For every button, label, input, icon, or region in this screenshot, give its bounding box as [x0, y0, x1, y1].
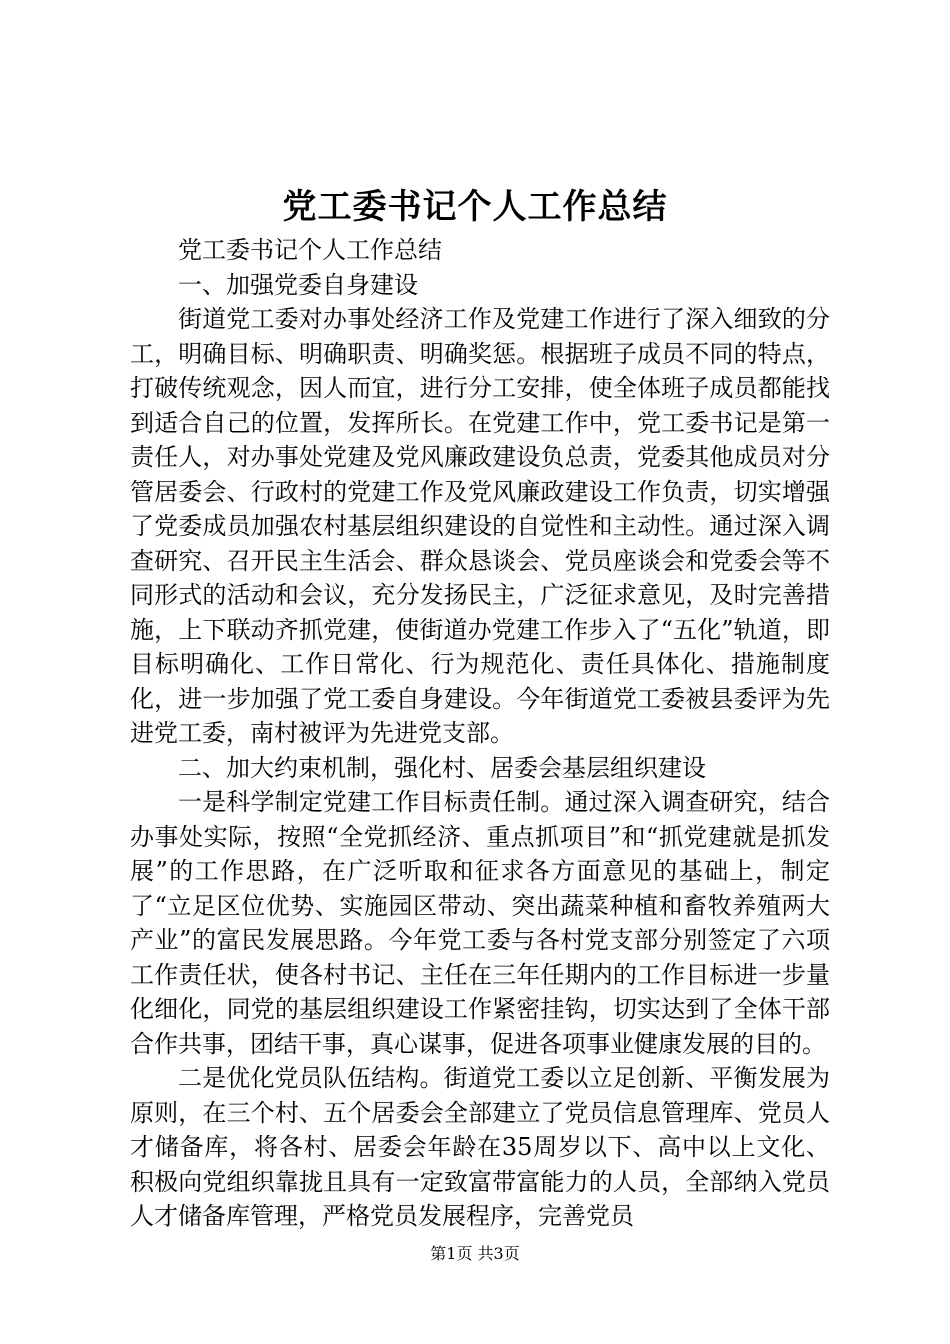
paragraph-body-3: 二是优化党员队伍结构。街道党工委以立足创新、平衡发展为原则，在三个村、五个居委会全部建立了党员信息管理库、党员人才储备库，将各村、居委会年龄在35周岁以下、高中以上文化、积极向党组织靠拢且具有一定致富带富能力的人员，全部纳入党员人才储备库管理，严格党员发展程序，完善党员: [130, 1064, 830, 1230]
paragraph-subtitle: 党工委书记个人工作总结: [178, 236, 442, 264]
document-title: 党工委书记个人工作总结: [282, 187, 668, 227]
paragraph-heading-1: 一、加强党委自身建设: [178, 270, 418, 299]
paragraph-body-2: 一是科学制定党建工作目标责任制。通过深入调查研究，结合办事处实际，按照“全党抓经济、重点抓项目”和“抓党建就是抓发展”的工作思路，在广泛听取和征求各方面意见的基础上，制定了“立足区位优势、实施园区带动、突出蔬菜种植和畜牧养殖两大产业”的富民发展思路。今年党工委与各村党支部分别签定了六项工作责任状，使各村书记、主任在三年任期内的工作目标进一步量化细化，同党的基层组织建设工作紧密挂钩，切实达到了全体干部合作共事，团结干事，真心谋事，促进各项事业健康发展的目的。: [130, 788, 830, 1058]
paragraph-body-1: 街道党工委对办事处经济工作及党建工作进行了深入细致的分工，明确目标、明确职责、明确奖惩。根据班子成员不同的特点，打破传统观念，因人而宜，进行分工安排，使全体班子成员都能找到适合自己的位置，发挥所长。在党建工作中，党工委书记是第一责任人，对办事处党建及党风廉政建设负总责，党委其他成员对分管居委会、行政村的党建工作及党风廉政建设工作负责，切实增强了党委成员加强农村基层组织建设的自觉性和主动性。通过深入调查研究、召开民主生活会、群众恳谈会、党员座谈会和党委会等不同形式的活动和会议，充分发扬民主，广泛征求意见，及时完善措施，上下联动齐抓党建，使街道办党建工作步入了“五化”轨道，即目标明确化、工作日常化、行为规范化、责任具体化、措施制度化，进一步加强了党工委自身建设。今年街道党工委被县委评为先进党工委，南村被评为先进党支部。: [130, 305, 830, 747]
document-body: [130, 233, 830, 1234]
paragraph-heading-2: 二、加大约束机制，强化村、居委会基层组织建设: [178, 753, 706, 782]
page-footer: 第1页 共3页: [430, 1244, 520, 1263]
